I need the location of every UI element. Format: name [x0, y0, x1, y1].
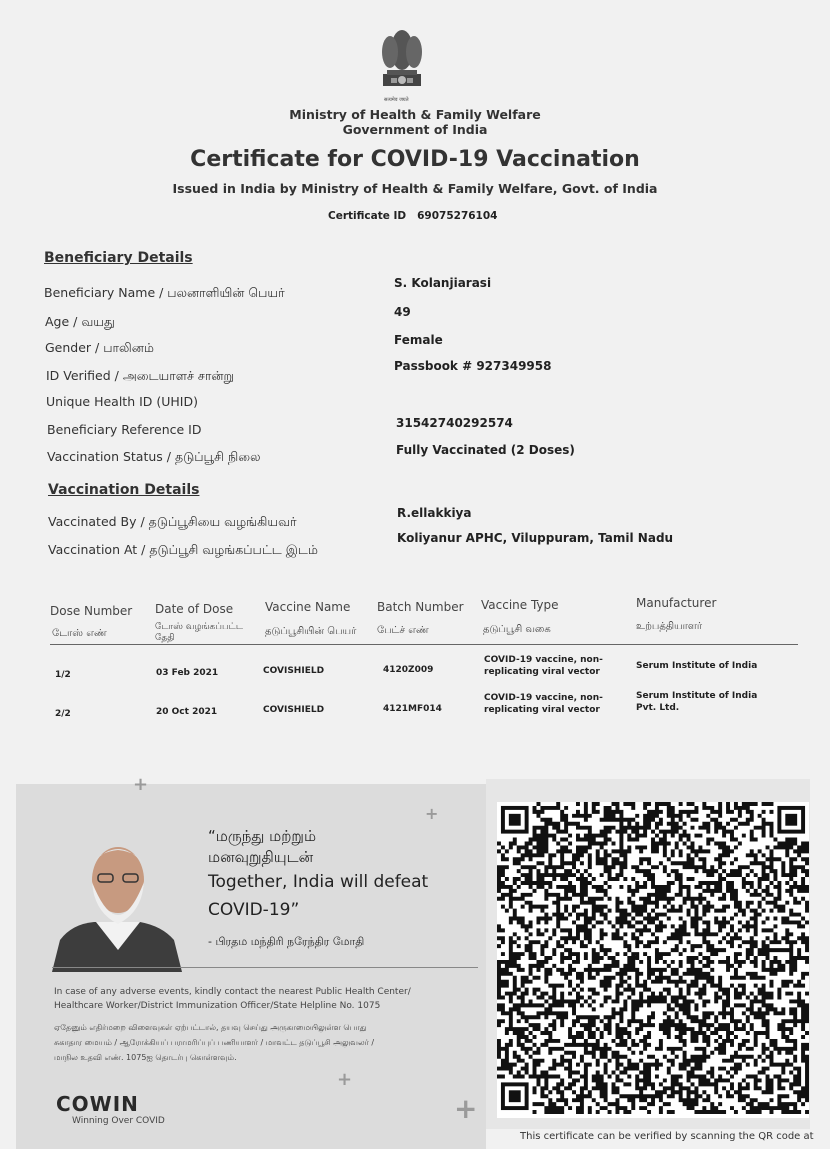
manufacturer-cell: Serum Institute of India Pvt. Ltd.: [636, 691, 758, 713]
plus-decoration-icon: +: [454, 1092, 478, 1125]
col-date-ta: டோஸ் வழங்கப்பட்ட தேதி: [155, 622, 244, 643]
vaccinated-by-label: Vaccinated By / தடுப்பூசியை வழங்கியவர்: [48, 514, 297, 529]
beneficiary-name-label: Beneficiary Name / பலனாளியின் பெயர்: [44, 285, 285, 300]
id-verified-value: Passbook # 927349958: [394, 359, 552, 373]
dose-date-cell: 20 Oct 2021: [156, 707, 218, 717]
quote-attribution: - பிரதம மந்திரி நரேந்திர மோதி: [208, 935, 365, 948]
government-name: Government of India: [342, 122, 488, 137]
col-dose-number-ta: டோஸ் எண்: [52, 628, 107, 639]
qr-code-icon[interactable]: [497, 802, 809, 1118]
plus-decoration-icon: +: [337, 1069, 353, 1090]
quote-english-line2: COVID-19”: [208, 900, 300, 920]
certificate-id-row: [328, 210, 497, 222]
beneficiary-name-value: S. Kolanjiarasi: [394, 276, 492, 290]
vaccinated-at-value: Koliyanur APHC, Viluppuram, Tamil Nadu: [397, 531, 674, 545]
cowin-tagline: Winning Over COVID: [72, 1116, 165, 1126]
beneficiary-heading: Beneficiary Details: [44, 250, 193, 266]
adverse-event-notice-ta-line1: ஏதேனும் எதிர்மறை விளைவுகள் ஏற்பட்டால், தயவு செய்து அருகாமையிலுள்ள பொது: [54, 1023, 367, 1032]
reference-id-value: 31542740292574: [396, 416, 513, 430]
adverse-event-notice-ta-line2: சுகாதார மையம் / ஆரோக்கியப் பராமரிப்புப் பணியாளர் / மாவட்ட தடுப்பூசி அலுவலர் /: [54, 1038, 375, 1047]
vaccination-status-label: Vaccination Status / தடுப்பூசி நிலை: [47, 449, 261, 464]
id-verified-label: ID Verified / அடையாளச் சான்று: [46, 368, 234, 383]
col-date: Date of Dose: [155, 602, 234, 616]
plus-decoration-icon: +: [425, 804, 439, 823]
uhid-label: Unique Health ID (UHID): [46, 394, 198, 409]
qr-verify-text: This certificate can be verified by scanning the QR code at: [520, 1131, 814, 1142]
banner-divider: [52, 967, 478, 968]
manufacturer-cell: Serum Institute of India: [636, 661, 758, 671]
col-vaccine-type-ta: தடுப்பூசி வகை: [483, 624, 551, 635]
batch-cell: 4121MF014: [383, 704, 442, 714]
gender-value: Female: [394, 333, 443, 347]
col-vaccine-type: Vaccine Type: [481, 598, 559, 612]
certificate-id-value: 69075276104: [417, 210, 498, 222]
gender-label: Gender / பாலினம்: [45, 340, 154, 355]
adverse-event-notice-ta-line3: மாநில உதவி எண். 1075ஐ தொடர்பு கொள்ளவும்.: [54, 1053, 237, 1062]
col-manufacturer: Manufacturer: [636, 596, 717, 610]
col-vaccine-name: Vaccine Name: [265, 600, 351, 614]
col-vaccine-name-ta: தடுப்பூசியின் பெயர்: [265, 626, 357, 637]
adverse-event-notice-line2: Healthcare Worker/District Immunization Officer/State Helpline No. 1075: [54, 1001, 381, 1011]
vaccination-heading: Vaccination Details: [48, 482, 200, 498]
emblem-motto: सत्यमेव जयते: [384, 97, 409, 103]
quote-tamil-line2: மனவுறுதியுடன்: [208, 848, 314, 866]
col-dose-number: Dose Number: [50, 604, 133, 618]
vaccine-type-cell: COVID-19 vaccine, non-replicating viral vector: [484, 693, 603, 715]
adverse-event-notice-line1: In case of any adverse events, kindly contact the nearest Public Health Center/: [54, 987, 411, 997]
batch-cell: 4120Z009: [383, 665, 434, 675]
vaccinated-by-value: R.ellakkiya: [397, 506, 472, 520]
issued-by: Issued in India by Ministry of Health & Family Welfare, Govt. of India: [172, 181, 658, 196]
vaccinated-at-label: Vaccination At / தடுப்பூசி வழங்கப்பட்ட இடம்: [48, 542, 318, 557]
vaccine-name-cell: COVISHIELD: [263, 705, 325, 715]
col-manufacturer-ta: உற்பத்தியாளர்: [636, 621, 703, 632]
plus-decoration-icon: +: [133, 774, 149, 795]
age-label: Age / வயது: [45, 314, 115, 329]
national-emblem-icon: [377, 22, 427, 104]
vaccination-status-value: Fully Vaccinated (2 Doses): [396, 443, 575, 457]
cowin-logo: COWIN: [56, 1092, 139, 1116]
vaccine-type-cell: COVID-19 vaccine, non-replicating viral vector: [484, 655, 603, 677]
age-value: 49: [394, 305, 411, 319]
dose-number-cell: 1/2: [55, 670, 71, 680]
dose-date-cell: 03 Feb 2021: [156, 668, 219, 678]
certificate-title: Certificate for COVID-19 Vaccination: [190, 147, 640, 172]
vaccine-name-cell: COVISHIELD: [263, 666, 325, 676]
col-batch-ta: பேட்ச் எண்: [377, 625, 429, 636]
table-divider: [50, 644, 798, 645]
dose-number-cell: 2/2: [55, 709, 71, 719]
quote-tamil-line1: “மருந்து மற்றும்: [208, 827, 317, 845]
certificate-id-label: Certificate ID: [328, 210, 407, 222]
col-batch: Batch Number: [377, 600, 464, 614]
quote-english-line1: Together, India will defeat: [208, 872, 429, 892]
prime-minister-portrait: [52, 840, 182, 972]
ministry-name: Ministry of Health & Family Welfare: [289, 107, 541, 122]
reference-id-label: Beneficiary Reference ID: [47, 422, 202, 437]
